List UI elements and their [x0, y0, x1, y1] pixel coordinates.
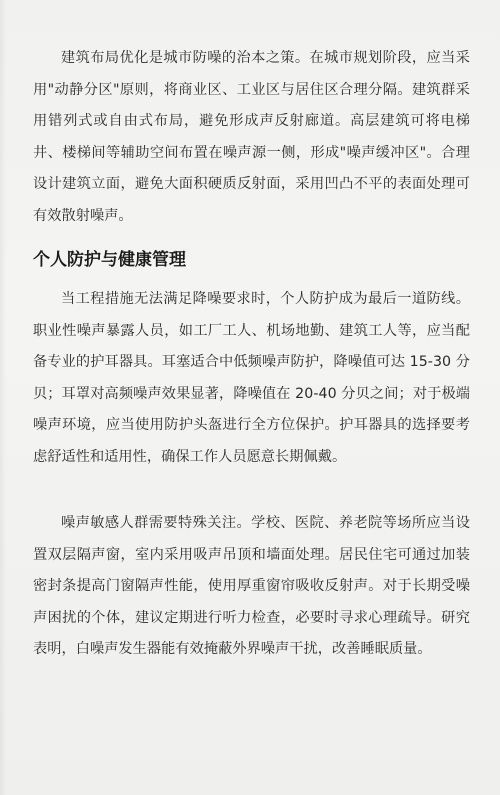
paragraph-sensitive-groups: 噪声敏感人群需要特殊关注。学校、医院、养老院等场所应当设置双层隔声窗，室内采用吸声吊顶和墙面处理。居民住宅可通过加装密封条提高门窗隔声性能，使用厚重窗帘吸收反射声。对于长期受噪声困扰的个体，建议定期进行听力检查，必要时寻求心理疏导。研究表明，白噪声发生器能有效掩蔽外界噪声干扰，改善睡眠质量。 [33, 515, 470, 657]
paragraph-personal-protection: 当工程措施无法满足降噪要求时，个人防护成为最后一道防线。职业性噪声暴露人员，如工厂工人、机场地勤、建筑工人等，应当配备专业的护耳器具。耳塞适合中低频噪声防护，降噪值可达 15-30 分贝；耳罩对高频噪声效果显著，降噪值在 20-40 分贝之间；对于极端噪声环境，应当使用防护头盔进行全方位保护。护耳器具的选择要考虑舒适性和适用性，确保工作人员愿意长期佩戴。 [33, 291, 470, 465]
section-heading: 个人防护与健康管理 [33, 250, 186, 270]
page-edge-shadow [0, 0, 6, 795]
paragraph-building-layout: 建筑布局优化是城市防噪的治本之策。在城市规划阶段，应当采用"动静分区"原则，将商业区、工业区与居住区合理分隔。建筑群采用错列式或自由式布局，避免形成声反射廊道。高层建筑可将电梯井、楼梯间等辅助空间布置在噪声源一侧，形成"噪声缓冲区"。合理设计建筑立面，避免大面积硬质反射面，采用凹凸不平的表面处理可有效散射噪声。 [33, 50, 470, 224]
